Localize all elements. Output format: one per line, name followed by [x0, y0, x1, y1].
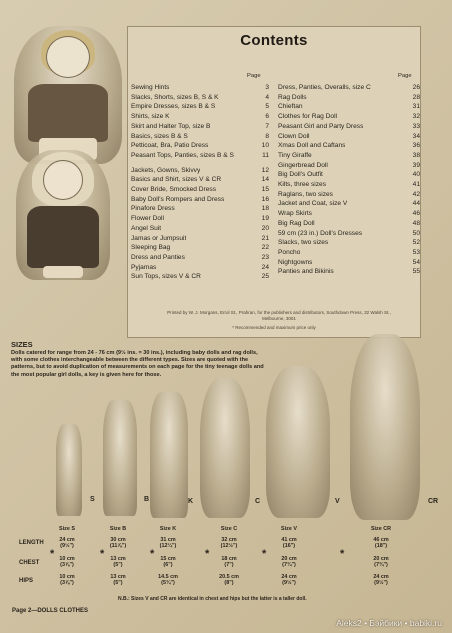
contents-entry-title: Clown Doll [278, 132, 310, 140]
size-cell-hips [44, 574, 90, 586]
contents-entry-page: 32 [412, 113, 420, 121]
size-column-header: Size CR [370, 526, 392, 532]
contents-entry-page: 46 [412, 210, 420, 218]
contents-entry-page: 5 [265, 103, 269, 111]
contents-entry-page: 4 [265, 93, 269, 101]
contents-entry-title: Pyjamas [131, 263, 157, 271]
contents-entry [131, 175, 269, 185]
contents-entry-page: 19 [261, 215, 269, 223]
contents-entry-title: Sewing Hints [131, 84, 170, 91]
contents-entry [278, 93, 420, 103]
contents-entry-title: Angel Suit [131, 224, 162, 232]
contents-entry-title: Slacks, two sizes [278, 239, 329, 247]
contents-entry-title: Cover Bride, Smocked Dress [131, 186, 217, 194]
contents-entry-title: Sleeping Bag [131, 244, 171, 252]
contents-entry [278, 132, 420, 142]
star-mark-3: * [150, 548, 155, 560]
contents-entry-title: Big Doll's Outfit [278, 171, 323, 179]
contents-entry [131, 234, 269, 244]
size-cell-chest [266, 556, 312, 568]
contents-entry-page: 15 [261, 186, 269, 194]
contents-entry-page: 54 [412, 258, 420, 266]
contents-entry-page: 50 [412, 229, 420, 237]
contents-entry [278, 209, 420, 219]
contents-entry [278, 219, 420, 229]
sizes-note: N.B.: Sizes V and CR are identical in chest and hips but the latter is a taller doll. [118, 596, 307, 602]
size-cell-line: 13 cm [110, 574, 126, 580]
contents-entry-page: 18 [261, 205, 269, 213]
figure-label-b: B [144, 496, 150, 503]
contents-entry [278, 141, 420, 151]
contents-entry [278, 170, 420, 180]
contents-entry-page: 42 [412, 190, 420, 198]
contents-entry [131, 272, 269, 282]
size-cell-line: 18 cm [221, 556, 237, 562]
contents-entry-title: Wrap Skirts [278, 210, 312, 218]
contents-entry-page: 33 [412, 122, 420, 130]
star-mark-1: * [50, 548, 55, 560]
size-cell-line: 31 cm [160, 537, 176, 543]
contents-entry [278, 258, 420, 268]
contents-entry-title: Panties and Bikinis [278, 268, 334, 276]
size-cell-line: 24 cm [59, 537, 75, 543]
contents-entry [131, 141, 269, 151]
contents-title: Contents [240, 32, 308, 49]
contents-entry-title: 59 cm (23 in.) Doll's Dresses [278, 229, 363, 237]
contents-entry [131, 83, 269, 93]
star-mark-4: * [205, 548, 210, 560]
size-cell-length [206, 537, 252, 549]
size-cell-line: (8") [224, 580, 234, 587]
contents-entry [131, 151, 269, 161]
size-cell-line: (5") [113, 580, 123, 587]
size-cell-line: 20 cm [281, 556, 297, 562]
price-note: * Recommended and maximum price only [232, 325, 316, 330]
contents-list-left [131, 83, 269, 282]
contents-entry-page: 14 [261, 176, 269, 184]
star-mark-2: * [100, 548, 105, 560]
size-cell-line: (7¾") [282, 562, 296, 569]
contents-entry-title: Tiny Giraffe [278, 151, 312, 159]
size-cell-line: 20.5 cm [219, 574, 239, 580]
contents-entry [278, 102, 420, 112]
contents-entry-title: Basics, sizes B & S [131, 132, 188, 140]
contents-entry-page: 36 [412, 142, 420, 150]
size-cell-hips [145, 574, 191, 586]
printer-credit: Printed by W. J. Morgans, Errol St., Prahran, for the publishers and distributors, Southdown Press, 32 Walsh St., Melbourne, 3001 [167, 310, 391, 321]
contents-entry [278, 161, 420, 171]
row-label-hips: HIPS [19, 578, 34, 584]
size-cell-chest [358, 556, 404, 568]
contents-entry-page: 53 [412, 248, 420, 256]
page-column-header-right: Page [398, 73, 412, 79]
contents-entry-page: 11 [262, 151, 269, 159]
size-cell-line: 32 cm [221, 537, 237, 543]
size-column-header: Size S [59, 526, 75, 532]
contents-entry-page: 10 [261, 142, 269, 150]
contents-entry [131, 214, 269, 224]
star-mark-6: * [340, 548, 345, 560]
size-cell-line: (18") [374, 543, 388, 550]
contents-entry-title: Empire Dresses, sizes B & S [131, 103, 216, 111]
doll-figure-v [266, 366, 330, 518]
contents-entry-title: Peasant Girl and Party Dress [278, 122, 364, 130]
contents-entry-page: 52 [412, 239, 420, 247]
contents-entry [278, 229, 420, 239]
contents-entry-title: Raglans, two sizes [278, 190, 333, 198]
contents-entry-page: 20 [261, 224, 269, 232]
doll-figure-s [56, 424, 82, 516]
contents-entry-title: Pinafore Dress [131, 205, 175, 213]
size-cell-line: 30 cm [110, 537, 126, 543]
contents-entry [131, 185, 269, 195]
sizes-heading: SIZES [11, 340, 33, 349]
size-column-header: Size B [109, 526, 127, 532]
page-footer: Page 2—DOLLS CLOTHES [12, 608, 89, 614]
size-cell-line: (9½") [374, 580, 388, 587]
contents-entry [278, 238, 420, 248]
contents-entry [278, 267, 420, 277]
contents-list-right [278, 83, 420, 277]
watermark: Aleks2 • Бэйбики • babiki.ru [336, 618, 442, 628]
size-cell-line: 41 cm [281, 537, 297, 543]
size-cell-length [266, 537, 312, 549]
doll-figure-b [103, 400, 137, 516]
contents-box [127, 26, 421, 338]
size-cell-line: (12¼") [159, 543, 177, 550]
size-cell-line: (9½") [60, 543, 74, 550]
page-column-header-left: Page [247, 73, 261, 79]
contents-entry-title: Nightgowns [278, 258, 313, 266]
size-cell-line: (11⅞") [109, 543, 127, 550]
contents-entry-title: Skirt and Halter Top, size B [131, 122, 211, 130]
size-cell-hips [206, 574, 252, 586]
contents-entry-page: 26 [412, 84, 420, 91]
contents-entry-title: Clothes for Rag Doll [278, 113, 338, 121]
figure-label-v: V [335, 498, 340, 505]
contents-entry [278, 122, 420, 132]
contents-entry [131, 204, 269, 214]
contents-entry-title: Dress and Panties [131, 253, 185, 261]
contents-entry-page: 12 [261, 166, 269, 174]
figure-label-k: K [188, 498, 194, 505]
contents-entry-page: 6 [265, 113, 269, 121]
contents-entry-title: Peasant Tops, Panties, sizes B & S [131, 151, 234, 159]
size-cell-line: 13 cm [110, 556, 126, 562]
sizes-description: Dolls catered for range from 24 - 76 cm (9½ ins. = 30 ins.), including baby dolls and rag dolls, with some clothes interchangeable between the different types. Sizes are quoted with the patterns, but to avoid duplication of measurements on each page for the tiny teenage dolls and the most popular girl dolls, a key is given here for those. [11, 350, 264, 378]
contents-entry-title: Xmas Doll and Caftans [278, 142, 346, 150]
size-column-header: Size K [159, 526, 177, 532]
contents-entry-title: Chieftan [278, 103, 303, 111]
size-cell-line: (6") [163, 562, 173, 569]
contents-entry [131, 132, 269, 142]
row-label-chest: CHEST [19, 560, 40, 566]
contents-entry [278, 83, 420, 93]
contents-entry-page: 3 [265, 84, 269, 91]
doll-figure-k [150, 392, 188, 518]
contents-entry-title: Dress, Panties, Overalls, size C [278, 84, 371, 91]
star-mark-5: * [262, 548, 267, 560]
contents-entry-page: 16 [261, 195, 269, 203]
contents-entry-title: Big Rag Doll [278, 219, 315, 227]
contents-entry-title: Flower Doll [131, 215, 164, 223]
contents-entry [131, 224, 269, 234]
figure-label-s: S [90, 496, 95, 503]
contents-entry [131, 112, 269, 122]
contents-entry-title: Sun Tops, sizes V & CR [131, 273, 201, 281]
contents-entry-page: 21 [261, 234, 269, 242]
contents-entry [278, 190, 420, 200]
contents-entry-title: Petticoat, Bra, Patio Dress [131, 142, 209, 150]
contents-entry [131, 102, 269, 112]
size-cell-line: (5¾") [161, 580, 175, 587]
contents-entry [278, 151, 420, 161]
size-cell-line: (3⅞") [60, 562, 74, 569]
contents-entry-page: 22 [261, 244, 269, 252]
contents-entry-title: Basics and Shirt, sizes V & CR [131, 176, 222, 184]
size-cell-line: 15 cm [160, 556, 176, 562]
contents-entry [278, 112, 420, 122]
size-column-header: Size C [220, 526, 238, 532]
contents-entry-page: 38 [412, 151, 420, 159]
contents-entry [278, 248, 420, 258]
size-column-header: Size V [281, 526, 297, 532]
contents-entry-page: 7 [265, 122, 269, 130]
contents-entry [131, 122, 269, 132]
contents-entry [131, 195, 269, 205]
contents-entry [278, 180, 420, 190]
contents-entry-title: Jamas or Jumpsuit [131, 234, 187, 242]
size-cell-line: 24 cm [373, 574, 389, 580]
size-cell-hips [358, 574, 404, 586]
size-cell-line: 20 cm [373, 556, 389, 562]
contents-entry-page: 31 [412, 103, 420, 111]
size-cell-line: (7") [224, 562, 234, 569]
contents-entry-page: 34 [412, 132, 420, 140]
contents-entry-page: 24 [261, 263, 269, 271]
size-cell-line: 14.5 cm [158, 574, 178, 580]
size-cell-line: (12½") [220, 543, 238, 550]
size-cell-line: 24 cm [281, 574, 297, 580]
contents-entry-title: Baby Doll's Rompers and Dress [131, 195, 225, 203]
size-cell-chest [206, 556, 252, 568]
doll-figure-c [200, 378, 250, 518]
size-cell-line: (7¾") [374, 562, 388, 569]
contents-entry-page: 23 [261, 253, 269, 261]
contents-entry [131, 263, 269, 273]
figure-label-cr: CR [428, 498, 439, 505]
contents-entry-title: Kilts, three sizes [278, 181, 327, 189]
contents-entry [131, 243, 269, 253]
size-cell-line: 10 cm [59, 574, 75, 580]
size-cell-line: (3⅞") [60, 580, 74, 587]
contents-entry-title: Poncho [278, 248, 301, 256]
size-cell-hips [266, 574, 312, 586]
contents-entry-page: 55 [412, 268, 420, 276]
contents-entry-title: Jacket and Coat, size V [278, 200, 348, 208]
contents-entry-page: 48 [412, 219, 420, 227]
contents-entry-title: Gingerbread Doll [278, 161, 328, 169]
contents-entry-page: 25 [261, 273, 269, 281]
figure-label-c: C [255, 498, 261, 505]
contents-entry-page: 8 [265, 132, 269, 140]
contents-entry-page: 28 [412, 93, 420, 101]
doll-figure-cr [350, 334, 420, 520]
size-cell-line: (5") [113, 562, 123, 569]
baby-doll-photo [14, 26, 122, 164]
size-cell-line: (9½") [282, 580, 296, 587]
contents-entry-title: Rag Dolls [278, 93, 307, 101]
contents-entry-title: Shirts, size K [131, 113, 170, 121]
contents-entry [278, 199, 420, 209]
size-cell-line: 10 cm [59, 556, 75, 562]
size-cell-hips [95, 574, 141, 586]
contents-entry-title: Slacks, Shorts, sizes B, S & K [131, 93, 219, 101]
contents-entry [131, 253, 269, 263]
size-cell-line: 46 cm [373, 537, 389, 543]
contents-entry [131, 166, 269, 176]
contents-entry-page: 39 [412, 161, 420, 169]
contents-entry-page: 44 [412, 200, 420, 208]
rag-doll-photo [16, 150, 110, 280]
contents-entry [131, 93, 269, 103]
size-cell-line: (16") [282, 543, 296, 550]
contents-entry-page: 41 [412, 181, 420, 189]
size-cell-length [358, 537, 404, 549]
contents-entry-page: 40 [412, 171, 420, 179]
contents-entry-title: Jackets, Gowns, Skivvy [131, 166, 201, 174]
row-label-length: LENGTH [19, 540, 44, 546]
